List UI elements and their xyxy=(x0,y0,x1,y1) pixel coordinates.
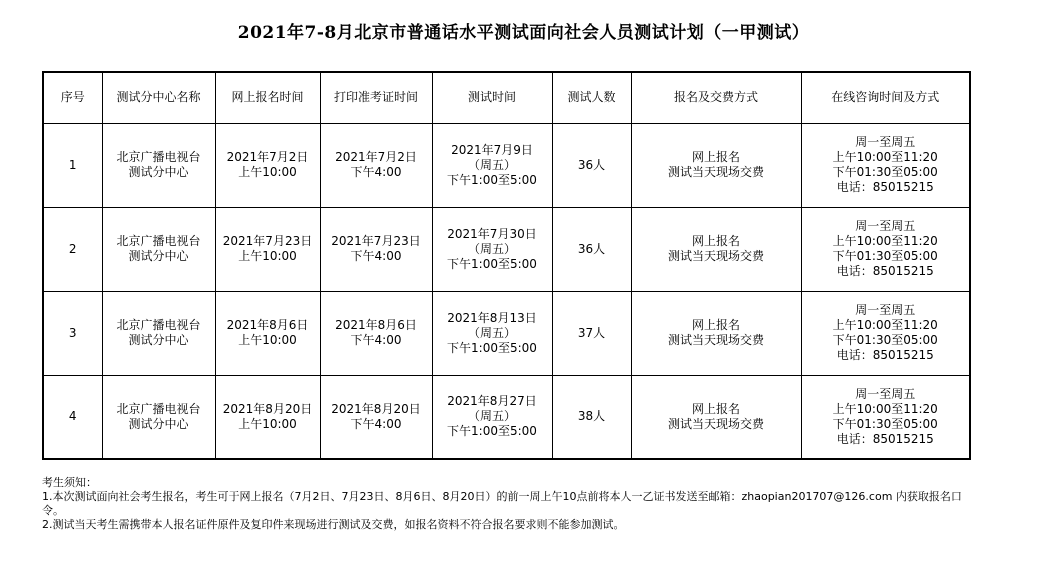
cell-line: 下午4:00 xyxy=(350,416,402,431)
cell-line: 上午10:00 xyxy=(238,416,297,431)
cell-line: 周一至周五 xyxy=(855,386,916,401)
cell-line: 电话：85015215 xyxy=(836,180,934,194)
cell-payment xyxy=(631,375,801,459)
cell-line: 2021年8月20日 xyxy=(222,401,313,416)
cell-test-time xyxy=(432,207,552,291)
cell-line: （周五） xyxy=(467,241,516,256)
cell-line: 上午10:00至11:20 xyxy=(832,150,938,164)
cell-no: 1 xyxy=(43,123,102,207)
cell-print xyxy=(320,123,432,207)
cell-line: 北京广播电视台 xyxy=(116,150,201,164)
cell-center xyxy=(102,375,215,459)
cell-line: 测试当天现场交费 xyxy=(667,249,764,263)
cell-line: 上午10:00 xyxy=(238,249,297,263)
cell-line: 2021年7月2日 xyxy=(226,150,309,164)
cell-line: 2021年7月23日 xyxy=(331,234,421,248)
cell-line: 周一至周五 xyxy=(855,219,916,233)
cell-line: 北京广播电视台 xyxy=(116,318,201,332)
header-count: 测试人数 xyxy=(552,72,631,123)
cell-line: 周一至周五 xyxy=(855,303,916,317)
cell-center xyxy=(102,123,215,207)
cell-line: 测试分中心 xyxy=(128,165,189,179)
header-payment: 报名及交费方式 xyxy=(631,72,801,123)
cell-line: 下午01:30至05:00 xyxy=(832,249,938,263)
cell-line: 测试当天现场交费 xyxy=(667,333,764,347)
cell-line: 北京广播电视台 xyxy=(116,234,201,248)
cell-line: 上午10:00至11:20 xyxy=(832,401,938,416)
cell-test-time xyxy=(432,375,552,459)
cell-line: 测试当天现场交费 xyxy=(667,165,764,179)
header-center: 测试分中心名称 xyxy=(102,72,215,123)
cell-signup xyxy=(215,207,320,291)
notes-section xyxy=(42,476,972,532)
cell-line: 上午10:00 xyxy=(238,333,297,347)
cell-line: （周五） xyxy=(467,325,516,340)
note-item: 2.测试当天考生需携带本人报名证件原件及复印件来现场进行测试及交费，如报名资料不符合报名要求则不能参加测试。 xyxy=(42,518,625,531)
cell-line: 周一至周五 xyxy=(855,135,916,149)
cell-line: 下午1:00至5:00 xyxy=(447,256,537,271)
table-row xyxy=(43,291,970,375)
cell-line: 电话：85015215 xyxy=(836,431,934,446)
cell-no: 2 xyxy=(43,207,102,291)
header-test-time: 测试时间 xyxy=(432,72,552,123)
cell-line: 下午4:00 xyxy=(350,333,402,347)
cell-print xyxy=(320,375,432,459)
cell-line: 测试分中心 xyxy=(128,416,189,431)
cell-line: 下午4:00 xyxy=(350,165,402,179)
header-signup-time: 网上报名时间 xyxy=(215,72,320,123)
cell-line: 2021年7月30日 xyxy=(447,226,537,241)
cell-line: （周五） xyxy=(467,157,516,172)
cell-line: 上午10:00至11:20 xyxy=(832,318,938,332)
cell-line: 2021年7月23日 xyxy=(222,234,313,248)
cell-line: 下午1:00至5:00 xyxy=(447,340,537,355)
table-row xyxy=(43,123,970,207)
cell-signup xyxy=(215,291,320,375)
cell-line: 2021年8月13日 xyxy=(447,310,537,325)
note-item: 1.本次测试面向社会考生报名，考生可于网上报名（7月2日、7月23日、8月6日、8月20日）的前一周上午10点前将本人一乙证书发送至邮箱：zhaopian201707@126.com 内获取报名口令。 xyxy=(42,490,962,517)
cell-line: 下午01:30至05:00 xyxy=(832,416,938,431)
cell-line: 电话：85015215 xyxy=(836,348,934,362)
cell-count: 36人 xyxy=(552,207,631,291)
cell-line: 测试分中心 xyxy=(128,333,189,347)
page-title: 2021年7-8月北京市普通话水平测试面向社会人员测试计划（一甲测试） xyxy=(237,23,810,43)
cell-payment xyxy=(631,207,801,291)
cell-line: 2021年8月6日 xyxy=(335,318,417,332)
cell-line: 2021年7月2日 xyxy=(335,150,417,164)
cell-signup xyxy=(215,375,320,459)
cell-print xyxy=(320,207,432,291)
cell-line: 网上报名 xyxy=(691,401,740,416)
cell-consult xyxy=(801,375,970,459)
cell-line: （周五） xyxy=(467,409,516,424)
cell-line: 下午4:00 xyxy=(350,249,402,263)
notes-heading: 考生须知： xyxy=(42,476,97,489)
cell-count: 37人 xyxy=(552,291,631,375)
cell-line: 网上报名 xyxy=(691,234,740,248)
cell-line: 上午10:00 xyxy=(238,165,297,179)
header-no: 序号 xyxy=(43,72,102,123)
cell-line: 下午1:00至5:00 xyxy=(447,172,537,187)
cell-line: 2021年8月27日 xyxy=(447,394,537,409)
cell-no: 3 xyxy=(43,291,102,375)
cell-count: 36人 xyxy=(552,123,631,207)
table-header-row xyxy=(43,72,970,123)
cell-line: 2021年8月6日 xyxy=(226,318,309,332)
cell-line: 下午01:30至05:00 xyxy=(832,333,938,347)
cell-line: 下午01:30至05:00 xyxy=(832,165,938,179)
cell-line: 网上报名 xyxy=(691,318,740,332)
header-print-time: 打印准考证时间 xyxy=(320,72,432,123)
cell-line: 测试分中心 xyxy=(128,249,189,263)
cell-print xyxy=(320,291,432,375)
cell-consult xyxy=(801,207,970,291)
cell-line: 测试当天现场交费 xyxy=(667,416,764,431)
table-row xyxy=(43,207,970,291)
cell-line: 北京广播电视台 xyxy=(116,401,201,416)
table-row xyxy=(43,375,970,459)
cell-no: 4 xyxy=(43,375,102,459)
test-plan-table xyxy=(42,71,971,460)
cell-consult xyxy=(801,123,970,207)
cell-signup xyxy=(215,123,320,207)
cell-center xyxy=(102,207,215,291)
cell-test-time xyxy=(432,291,552,375)
cell-consult xyxy=(801,291,970,375)
cell-line: 下午1:00至5:00 xyxy=(447,424,537,439)
cell-line: 2021年7月9日 xyxy=(451,142,533,157)
cell-line: 上午10:00至11:20 xyxy=(832,234,938,248)
header-consult: 在线咨询时间及方式 xyxy=(801,72,970,123)
cell-center xyxy=(102,291,215,375)
cell-line: 电话：85015215 xyxy=(836,264,934,278)
cell-test-time xyxy=(432,123,552,207)
cell-line: 网上报名 xyxy=(691,150,740,164)
cell-line: 2021年8月20日 xyxy=(331,401,421,416)
cell-payment xyxy=(631,123,801,207)
cell-count: 38人 xyxy=(552,375,631,459)
cell-payment xyxy=(631,291,801,375)
